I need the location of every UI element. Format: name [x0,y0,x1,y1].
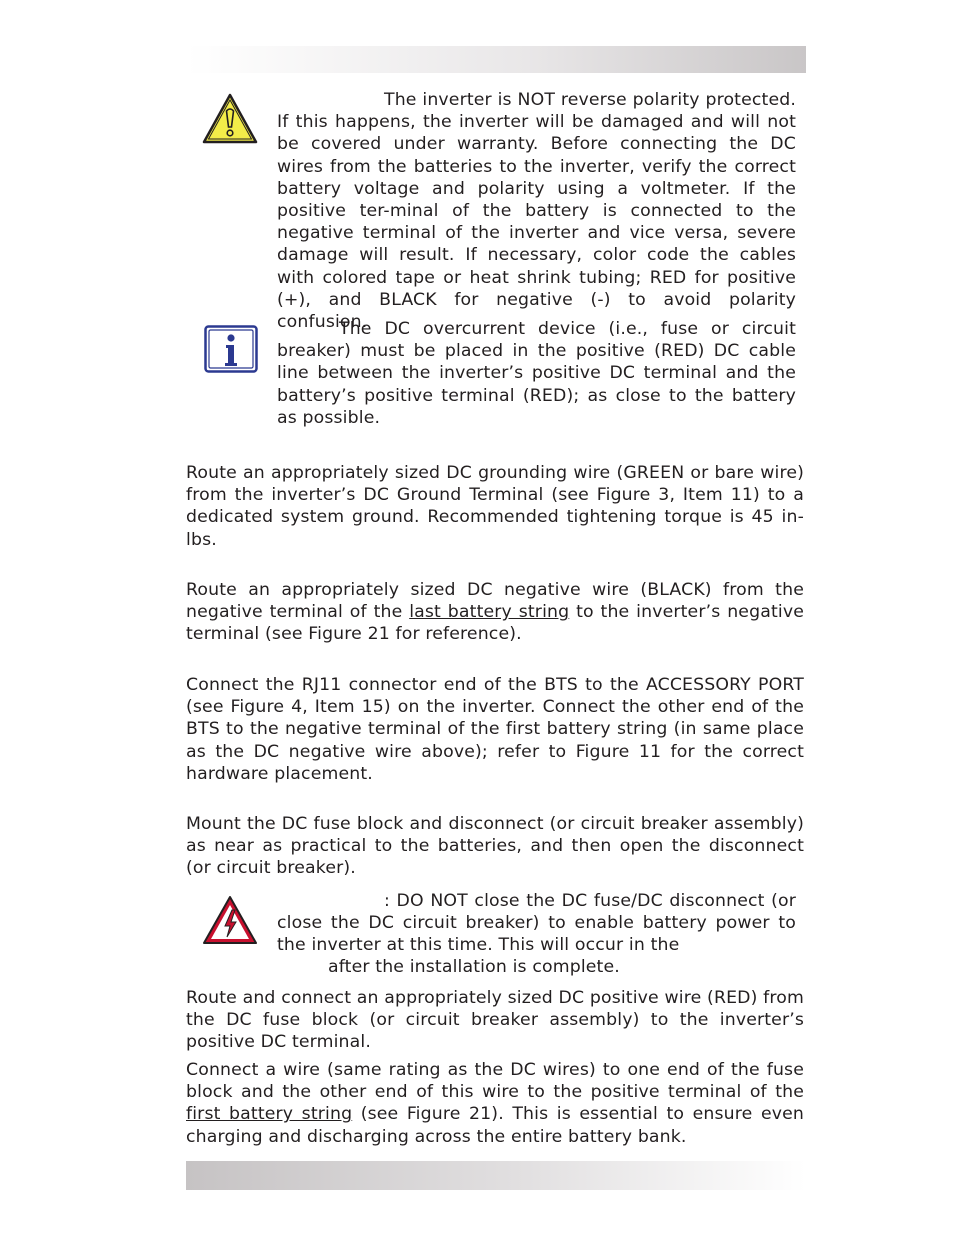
caution-triangle-icon [202,93,258,145]
negative-wire-text-start: Route an appropriately sized DC negative wire (BLACK) from the negative terminal of the [186,580,804,623]
info-icon [204,325,258,373]
footer-band [186,1161,806,1190]
fuse-wire-text-end: (see Figure 21). This is essential to ensure even charging and discharging across the entire battery bank. [186,1104,804,1147]
grounding-wire-paragraph: Route an appropriately sized DC grounding wire (GREEN or bare wire) from the inverter’s DC Ground Terminal (see Figure 3, Item 11) to a dedicated system ground. Recommended tightening torque is 45 in-lbs. [186,463,804,550]
negative-wire-text-end: to the inverter’s negative terminal (see Figure 21 for reference). [186,602,804,645]
negative-wire-paragraph [186,579,804,646]
warning-note-text-end: after the installation is complete. [328,957,620,977]
info-note-text: The DC overcurrent device (i.e., fuse or circuit breaker) must be placed in the positive (RED) DC cable line between the inverter’s positive DC terminal and the battery’s positive terminal (RED); as close to the battery as possible. [277,319,796,428]
positive-wire-paragraph: Route and connect an appropriately sized DC positive wire (RED) from the DC fuse block (or circuit breaker assembly) to the inverter’s positive DC terminal. [186,988,804,1053]
last-battery-string-link: last battery string [409,602,570,623]
fuse-wire-paragraph [186,1059,804,1148]
fuse-block-paragraph: Mount the DC fuse block and disconnect (or circuit breaker assembly) as near as practical to the batteries, and then open the disconnect (or circuit breaker). [186,814,804,879]
warning-note-text: : DO NOT close the DC fuse/DC disconnect (or close the DC circuit breaker) to enable battery power to the inverter at this time. This will occur in the [277,891,796,956]
first-battery-string-link: first battery string [186,1104,353,1125]
electrical-hazard-icon [202,895,258,946]
fuse-wire-text-start: Connect a wire (same rating as the DC wires) to one end of the fuse block and the other end of this wire to the positive terminal of the [186,1060,804,1103]
bts-connection-paragraph: Connect the RJ11 connector end of the BTS to the ACCESSORY PORT (see Figure 4, Item 15) on the inverter. Connect the other end of the BTS to the negative terminal of the first battery string (in same place as the DC negative wire above); refer to Figure 11 for the correct hardware placement. [186,675,804,784]
header-band [186,46,806,73]
caution-note-text: The inverter is NOT reverse polarity protected. If this happens, the inverter will be damaged and will not be covered under warranty. Before connecting the DC wires from the batteries to the inverter, verify the correct battery voltage and polarity using a voltmeter. If the positive ter-minal of the battery is connected to the negative terminal of the inverter and vice versa, severe damage will result. If necessary, color code the cables with colored tape or heat shrink tubing; RED for positive (+), and BLACK for negative (-) to avoid polarity confusion. [277,90,796,333]
